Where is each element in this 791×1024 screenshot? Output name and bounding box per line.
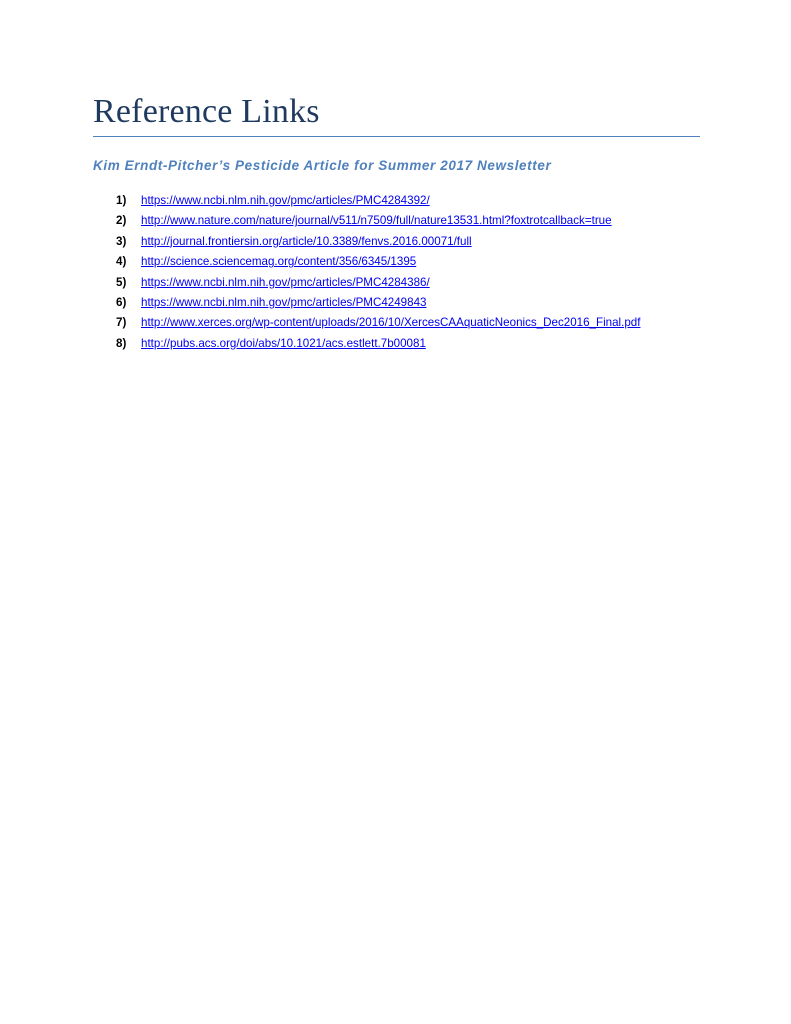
list-item	[116, 293, 701, 313]
reference-link[interactable]: http://journal.frontiersin.org/article/10.3389/fenvs.2016.00071/full	[141, 234, 472, 248]
reference-number: 4)	[116, 255, 127, 269]
reference-number: 2)	[116, 214, 127, 228]
reference-number: 7)	[116, 316, 127, 330]
list-item	[116, 191, 701, 211]
reference-number: 5)	[116, 275, 127, 289]
title-divider	[93, 136, 700, 137]
reference-link[interactable]: http://pubs.acs.org/doi/abs/10.1021/acs.estlett.7b00081	[141, 336, 426, 350]
page-title: Reference Links	[93, 93, 320, 130]
list-item	[116, 211, 701, 231]
page-subtitle: Kim Erndt-Pitcher’s Pesticide Article for Summer 2017 Newsletter	[93, 158, 552, 173]
list-item	[116, 313, 701, 333]
list-item	[116, 273, 701, 293]
list-item	[116, 334, 701, 354]
reference-link[interactable]: http://science.sciencemag.org/content/356/6345/1395	[141, 255, 417, 269]
reference-link[interactable]: http://www.xerces.org/wp-content/uploads/2016/10/XercesCAAquaticNeonics_Dec2016_Final.pdf	[141, 316, 641, 330]
reference-link[interactable]: https://www.ncbi.nlm.nih.gov/pmc/articles/PMC4284386/	[141, 275, 430, 289]
reference-list	[116, 191, 701, 354]
reference-number: 1)	[116, 194, 127, 207]
reference-number: 3)	[116, 234, 127, 248]
reference-link[interactable]: https://www.ncbi.nlm.nih.gov/pmc/articles/PMC4249843	[141, 296, 427, 310]
reference-number: 8)	[116, 336, 127, 350]
list-item	[116, 232, 701, 252]
reference-link[interactable]: http://www.nature.com/nature/journal/v511/n7509/full/nature13531.html?foxtrotcallback=true	[141, 214, 612, 228]
reference-number: 6)	[116, 296, 127, 310]
list-item	[116, 252, 701, 272]
reference-link[interactable]: https://www.ncbi.nlm.nih.gov/pmc/articles/PMC4284392/	[141, 194, 430, 207]
